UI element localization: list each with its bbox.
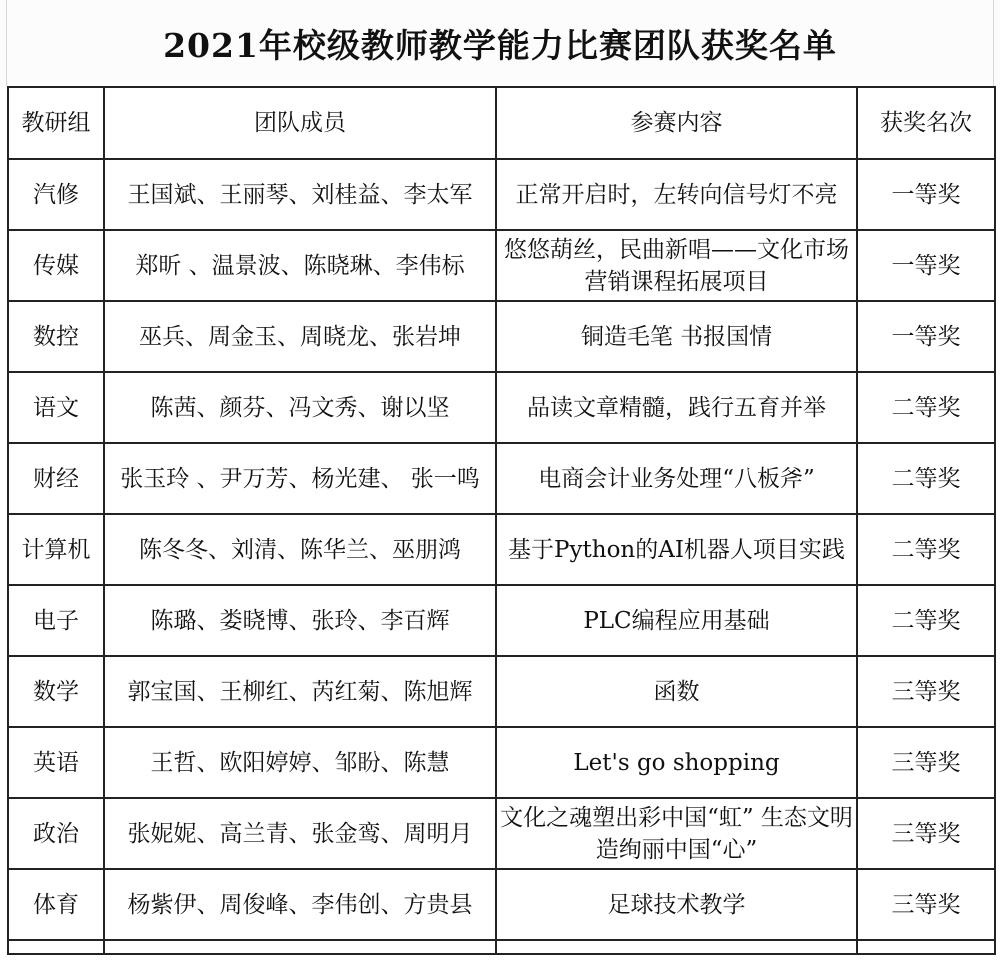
cell-rank[interactable]: 一等奖 xyxy=(857,301,995,372)
cell-group[interactable]: 电子 xyxy=(8,585,104,656)
cell-content[interactable]: 正常开启时，左转向信号灯不亮 xyxy=(496,159,857,230)
cell-group[interactable]: 数学 xyxy=(8,656,104,727)
cell-members[interactable]: 陈茜、颜芬、冯文秀、谢以坚 xyxy=(104,372,496,443)
table-row xyxy=(8,585,995,656)
cell-rank[interactable]: 二等奖 xyxy=(857,585,995,656)
cell-group[interactable]: 语文 xyxy=(8,372,104,443)
cell-members[interactable]: 张妮妮、高兰青、张金鸾、周明月 xyxy=(104,798,496,869)
cell-members[interactable]: 杨紫伊、周俊峰、李伟创、方贵县 xyxy=(104,869,496,940)
cell-rank[interactable]: 一等奖 xyxy=(857,159,995,230)
header-group[interactable]: 教研组 xyxy=(8,87,104,159)
table-row xyxy=(8,514,995,585)
table-row xyxy=(8,443,995,514)
cell-content[interactable]: PLC编程应用基础 xyxy=(496,585,857,656)
cell-group[interactable]: 政治 xyxy=(8,798,104,869)
page-title: 2021年校级教师教学能力比赛团队获奖名单 xyxy=(0,0,1000,86)
cell-group[interactable]: 英语 xyxy=(8,727,104,798)
cell-empty xyxy=(496,940,857,954)
cell-content[interactable]: 电商会计业务处理“八板斧” xyxy=(496,443,857,514)
cell-members[interactable]: 郭宝国、王柳红、芮红菊、陈旭辉 xyxy=(104,656,496,727)
grid-divider xyxy=(993,0,994,86)
cell-members[interactable]: 陈璐、娄晓博、张玲、李百辉 xyxy=(104,585,496,656)
cell-empty xyxy=(8,940,104,954)
header-members[interactable]: 团队成员 xyxy=(104,87,496,159)
header-content[interactable]: 参赛内容 xyxy=(496,87,857,159)
cell-rank[interactable]: 二等奖 xyxy=(857,372,995,443)
header-row xyxy=(8,87,995,159)
cell-members[interactable]: 王国斌、王丽琴、刘桂益、李太军 xyxy=(104,159,496,230)
cell-members[interactable]: 巫兵、周金玉、周晓龙、张岩坤 xyxy=(104,301,496,372)
table-row xyxy=(8,727,995,798)
table-row xyxy=(8,656,995,727)
cell-rank[interactable]: 一等奖 xyxy=(857,230,995,301)
cell-rank[interactable]: 二等奖 xyxy=(857,443,995,514)
cell-content[interactable]: 基于Python的AI机器人项目实践 xyxy=(496,514,857,585)
cell-content[interactable]: Let's go shopping xyxy=(496,727,857,798)
cell-rank[interactable]: 三等奖 xyxy=(857,798,995,869)
cell-group[interactable]: 财经 xyxy=(8,443,104,514)
cell-content[interactable]: 悠悠葫丝，民曲新唱——文化市场营销课程拓展项目 xyxy=(496,230,857,301)
cell-group[interactable]: 汽修 xyxy=(8,159,104,230)
cell-members[interactable]: 王哲、欧阳婷婷、邹盼、陈慧 xyxy=(104,727,496,798)
cell-rank[interactable]: 二等奖 xyxy=(857,514,995,585)
table-row xyxy=(8,230,995,301)
table-row xyxy=(8,798,995,869)
table-row-cut xyxy=(8,940,995,954)
award-table xyxy=(7,86,996,955)
table-row xyxy=(8,372,995,443)
cell-group[interactable]: 体育 xyxy=(8,869,104,940)
table-row xyxy=(8,869,995,940)
table-row xyxy=(8,159,995,230)
cell-content[interactable]: 文化之魂塑出彩中国“虹” 生态文明造绚丽中国“心” xyxy=(496,798,857,869)
table-row xyxy=(8,301,995,372)
cell-group[interactable]: 传媒 xyxy=(8,230,104,301)
cell-rank[interactable]: 三等奖 xyxy=(857,656,995,727)
cell-content[interactable]: 函数 xyxy=(496,656,857,727)
cell-empty xyxy=(857,940,995,954)
cell-rank[interactable]: 三等奖 xyxy=(857,869,995,940)
cell-content[interactable]: 品读文章精髓，践行五育并举 xyxy=(496,372,857,443)
cell-content[interactable]: 足球技术教学 xyxy=(496,869,857,940)
cell-content[interactable]: 铜造毛笔 书报国情 xyxy=(496,301,857,372)
cell-group[interactable]: 计算机 xyxy=(8,514,104,585)
header-rank[interactable]: 获奖名次 xyxy=(857,87,995,159)
cell-members[interactable]: 张玉玲 、尹万芳、杨光建、 张一鸣 xyxy=(104,443,496,514)
cell-members[interactable]: 郑昕 、温景波、陈晓琳、李伟标 xyxy=(104,230,496,301)
cell-group[interactable]: 数控 xyxy=(8,301,104,372)
cell-members[interactable]: 陈冬冬、刘清、陈华兰、巫朋鸿 xyxy=(104,514,496,585)
cell-rank[interactable]: 三等奖 xyxy=(857,727,995,798)
grid-divider xyxy=(6,0,7,86)
cell-empty xyxy=(104,940,496,954)
